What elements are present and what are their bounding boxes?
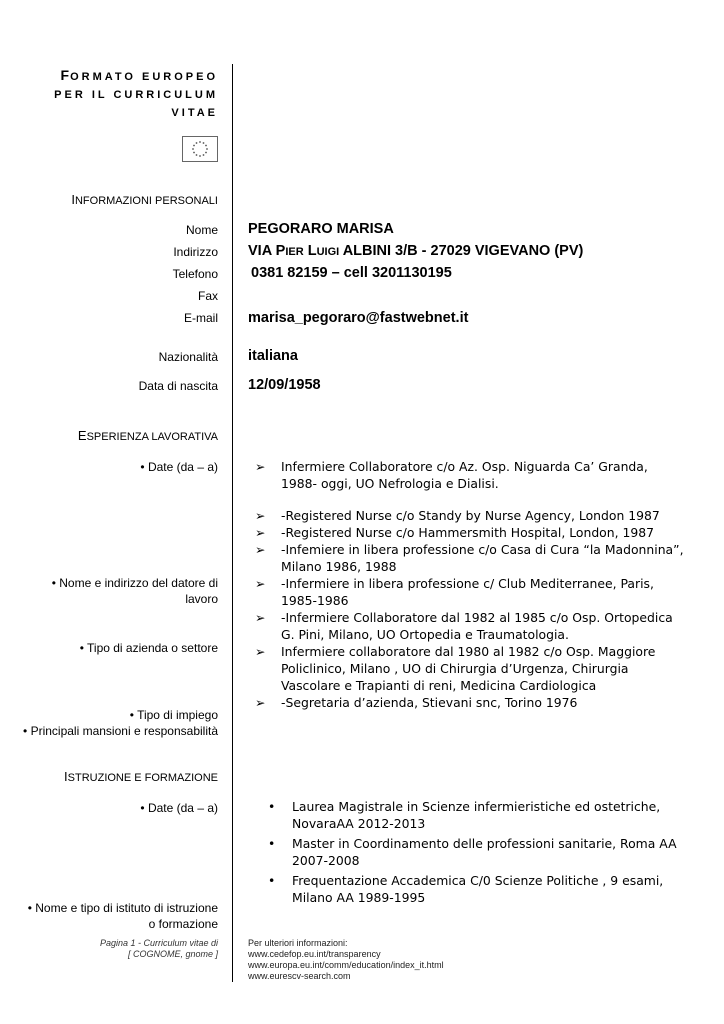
list-item: ➢ -Registered Nurse c/o Standy by Nurse Agency, London 1987 (255, 508, 660, 523)
list-item: ➢ -Infemiere in libera professione c/o Casa di Cura “la Madonnina”, Milano 1986, 1988 (255, 542, 684, 574)
list-item: ➢ -Infermiere in libera professione c/ Club Mediterranee, Paris, 1985-1986 (255, 576, 654, 608)
list-item: ➢ Infermiere Collaboratore c/o Az. Osp. Niguarda Ca’ Granda, 1988- oggi, UO Nefrologia e Dialisi. (255, 459, 648, 491)
section-heading-experience: ESPERIENZA LAVORATIVA (77, 428, 218, 443)
bullet-icon: • (268, 873, 276, 888)
exp-sector-label: • Tipo di azienda o settore (79, 641, 218, 655)
birthdate-label: Data di nascita (138, 379, 218, 393)
edu-institute-label: • Nome e tipo di istituto di istruzione o formazione (27, 901, 218, 931)
arrow-bullet-icon: ➢ (255, 542, 266, 557)
document-title: FORMATO EUROPEO PER IL CURRICULUM VITAE (54, 67, 218, 119)
list-item: • Master in Coordinamento delle professioni sanitarie, Roma AA 2007-2008 (268, 836, 677, 868)
eu-flag-logo (182, 136, 218, 162)
experience-list (255, 458, 685, 711)
list-item: • Frequentazione Accademica C/0 Scienze Politiche , 9 esami, Milano AA 1989-1995 (268, 873, 664, 905)
exp-dates-label: • Date (da – a) (140, 460, 218, 474)
link-eurescv[interactable]: www.eurescv-search.com (248, 971, 351, 981)
arrow-bullet-icon: ➢ (255, 695, 266, 710)
list-item: ➢ Infermiere collaboratore dal 1980 al 1982 c/o Osp. Maggiore Policlinico, Milano , UO di Chirurgia d’Urgenza, Chirurgia Vascolare e Trapianti di reni, Medicina Cardiologica (255, 644, 656, 693)
section-heading-education: ISTRUZIONE E FORMAZIONE (64, 769, 218, 784)
list-item: ➢ -Infermiere Collaboratore dal 1982 al 1985 c/o Osp. Ortopedica G. Pini, Milano, UO Ortopedia e Traumatologia. (255, 610, 673, 642)
link-europa[interactable]: www.europa.eu.int/comm/education/index_it.html (248, 960, 444, 970)
vertical-divider (232, 64, 233, 982)
arrow-bullet-icon: ➢ (255, 508, 266, 523)
name-value: PEGORARO MARISA (248, 221, 394, 237)
fax-label: Fax (197, 289, 218, 303)
exp-employer-label: • Nome e indirizzo del datore di lavoro (51, 576, 218, 606)
section-heading-personal: INFORMAZIONI PERSONALI (71, 192, 218, 207)
nationality-value: italiana (248, 348, 298, 364)
arrow-bullet-icon: ➢ (255, 610, 266, 625)
arrow-bullet-icon: ➢ (255, 644, 266, 659)
arrow-bullet-icon: ➢ (255, 459, 266, 474)
footer-page-info: Pagina 1 - Curriculum vitae di [ COGNOME, gnome ] (99, 938, 218, 959)
exp-duties-label: • Principali mansioni e responsabilità (23, 724, 218, 738)
address-value: VIA PIER LUIGI ALBINI 3/B - 27029 VIGEVANO (PV) (248, 243, 584, 259)
exp-jobtype-label: • Tipo di impiego (129, 708, 218, 722)
link-cedefop[interactable]: www.cedefop.eu.int/transparency (248, 949, 381, 959)
phone-value: 0381 82159 – cell 3201130195 (251, 265, 452, 281)
bullet-icon: • (268, 799, 276, 814)
name-label: Nome (185, 223, 218, 237)
birthdate-value: 12/09/1958 (248, 377, 321, 393)
email-value: marisa_pegoraro@fastwebnet.it (248, 310, 469, 326)
list-item: • Laurea Magistrale in Scienze infermieristiche ed ostetriche, NovaraAA 2012-2013 (268, 799, 661, 831)
email-label: E-mail (183, 311, 218, 325)
address-label: Indirizzo (173, 245, 218, 259)
arrow-bullet-icon: ➢ (255, 525, 266, 540)
phone-label: Telefono (172, 267, 218, 281)
edu-dates-label: • Date (da – a) (140, 801, 218, 815)
arrow-bullet-icon: ➢ (255, 576, 266, 591)
list-item: ➢ -Registered Nurse c/o Hammersmith Hospital, London, 1987 (255, 525, 655, 540)
education-list (266, 798, 686, 909)
bullet-icon: • (268, 836, 276, 851)
footer-links: Per ulteriori informazioni: www.cedefop.eu.int/transparency www.europa.eu.int/comm/education/index_it.html www.eurescv-search.com (248, 938, 444, 981)
nationality-label: Nazionalità (158, 350, 218, 364)
list-item: ➢ -Segretaria d’azienda, Stievani snc, Torino 1976 (255, 695, 578, 710)
